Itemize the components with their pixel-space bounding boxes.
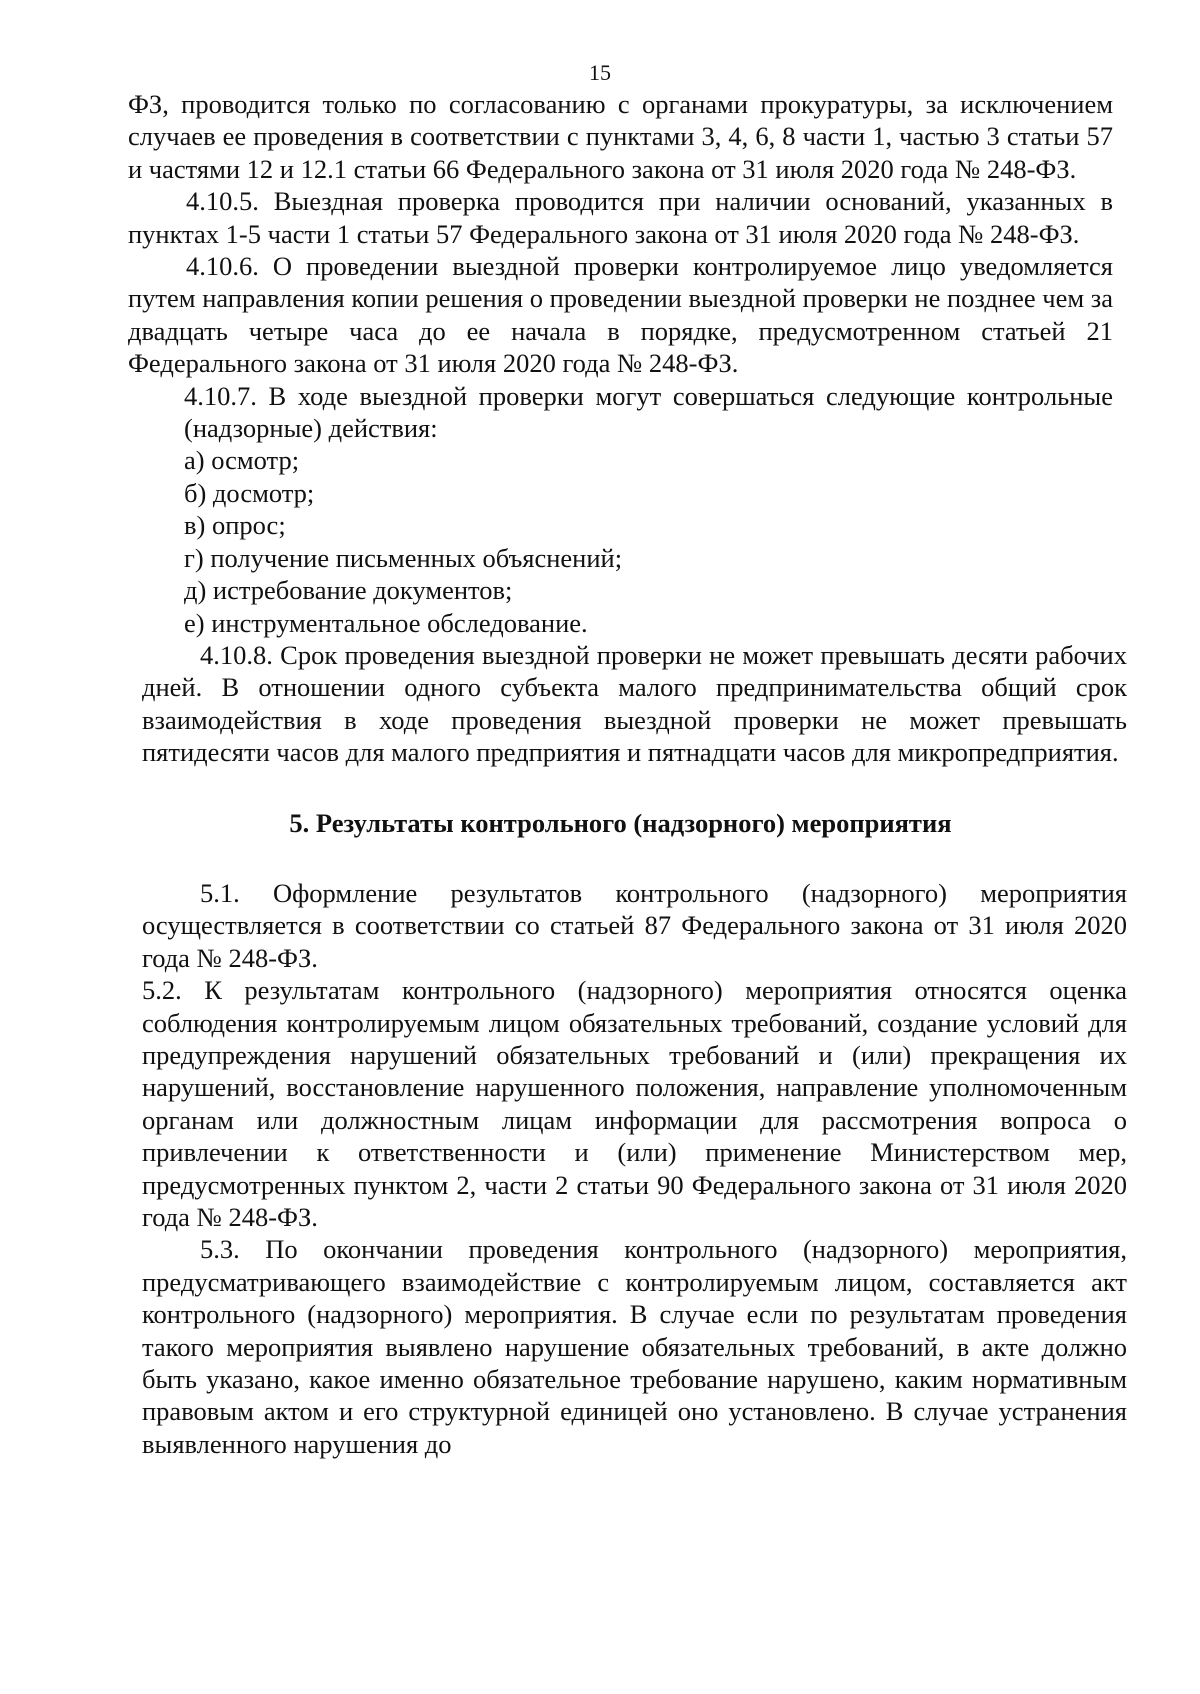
paragraph-5-3: 5.3. По окончании проведения контрольного (надзорного) мероприятия, предусматривающего взаимодействие с контролируемым лицом, составляется акт контрольного (надзорного) мероприятия. В случае если по результатам проведения такого мероприятия выявлено нарушение обязательных требований, в акте должно быть указано, какое именно обязательное требование нарушено, каким нормативным правовым актом и его структурной единицей оно установлено. В случае устранения выявленного нарушения до: [142, 1234, 1127, 1459]
actions-block: [128, 380, 1113, 639]
list-item: в) опрос;: [184, 510, 286, 541]
paragraph-4-10-5: 4.10.5. Выездная проверка проводится при наличии оснований, указанных в пунктах 1-5 части 1 статьи 57 Федерального закона от 31 июля 2020 года № 248-ФЗ.: [128, 186, 1113, 249]
list-item: г) получение письменных объяснений;: [184, 542, 623, 573]
paragraph-5-1: 5.1. Оформление результатов контрольного (надзорного) мероприятия осуществляется в соответствии со статьей 87 Федерального закона от 31 июля 2020 года № 248-ФЗ.: [142, 877, 1127, 973]
list-item: д) истребование документов;: [184, 575, 513, 606]
list-item: а) осмотр;: [184, 445, 300, 476]
paragraph-4-10-8: 4.10.8. Срок проведения выездной проверки не может превышать десяти рабочих дней. В отношении одного субъекта малого предпринимательства общий срок взаимодействия в ходе проведения выездной проверки не может превышать пятидесяти часов для малого предприятия и пятнадцати часов для микропредприятия.: [142, 639, 1127, 768]
list-item: б) досмотр;: [184, 477, 315, 508]
paragraph-continuation: ФЗ, проводится только по согласованию с органами прокуратуры, за исключением случаев ее проведения в соответствии с пунктами 3, 4, 6, 8 части 1, частью 3 статьи 57 и частями 12 и 12.1 статьи 66 Федерального закона от 31 июля 2020 года № 248-ФЗ.: [128, 89, 1113, 184]
document-body: [128, 88, 1127, 1460]
list-item: е) инструментальное обследование.: [184, 607, 588, 638]
paragraph-4-10-7: 4.10.7. В ходе выездной проверки могут совершаться следующие контрольные (надзорные) действия:: [184, 380, 1113, 444]
section-heading: 5. Результаты контрольного (надзорного) мероприятия: [289, 807, 952, 838]
paragraph-4-10-6: 4.10.6. О проведении выездной проверки контролируемое лицо уведомляется путем направления копии решения о проведении выездной проверки не позднее чем за двадцать четыре часа до ее начала в порядке, предусмотренном статьей 21 Федерального закона от 31 июля 2020 года № 248-ФЗ.: [128, 251, 1113, 379]
paragraph-5-2: 5.2. К результатам контрольного (надзорного) мероприятия относятся оценка соблюдения контролируемым лицом обязательных требований, создание условий для предупреждения нарушений обязательных требований и (или) прекращения их нарушений, восстановление нарушенного положения, направление уполномоченным органам или должностным лицам информации для рассмотрения вопроса о привлечении к ответственности и (или) применение Министерством мер, предусмотренных пунктом 2, части 2 статьи 90 Федерального закона от 31 июля 2020 года № 248-ФЗ.: [142, 975, 1127, 1232]
page-number: 15: [589, 60, 611, 85]
